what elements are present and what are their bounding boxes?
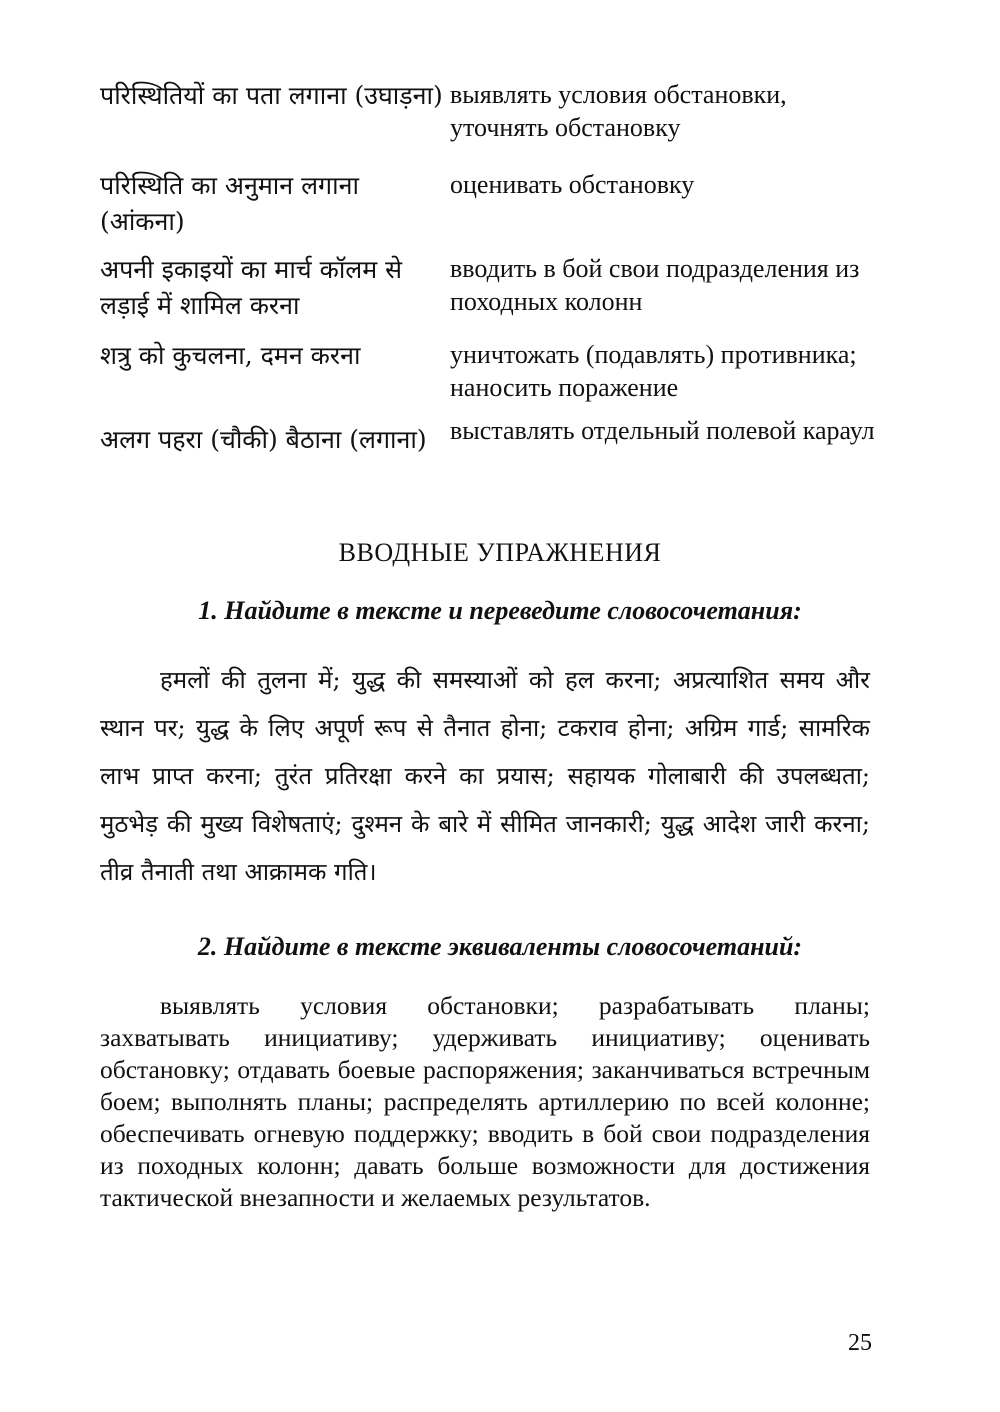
vocab-row	[100, 168, 900, 252]
vocab-russian: выставлять отдельный полевой караул	[450, 416, 875, 445]
vocab-row	[100, 252, 900, 338]
vocab-russian: выявлять условия обстановки, уточнять обстановку	[450, 80, 787, 142]
vocabulary-table	[100, 78, 900, 504]
exercise-2-heading: 2. Найдите в тексте эквиваленты словосочетаний:	[197, 932, 803, 961]
vocab-hindi: परिस्थितियों का पता लगाना (उघाड़ना)	[100, 81, 443, 110]
vocab-row	[100, 78, 900, 168]
page-number: 25	[848, 1330, 872, 1356]
vocab-hindi: अलग पहरा (चौकी) बैठाना (लगाना)	[100, 425, 427, 454]
vocab-hindi: शत्रु को कुचलना, दमन करना	[100, 341, 361, 370]
vocab-row	[100, 414, 900, 504]
vocab-russian: оценивать обстановку	[450, 170, 695, 199]
exercise-2-text: выявлять условия обстановки; разрабатывать планы; захватывать инициативу; удерживать инициативу; оценивать обстановку; отдавать боевые распоряжения; заканчиваться встречным боем; выполнять планы; распределять артиллерию по всей колонне; обеспечивать огневую поддержку; вводить в бой свои подразделения из походных колонн; давать больше возможности для достижения тактической внезапности и желаемых результатов.	[100, 991, 870, 1212]
vocab-russian: уничтожать (подавлять) противника; наносить поражение	[450, 340, 857, 402]
exercise-1-heading: 1. Найдите в тексте и переведите словосочетания:	[198, 596, 802, 625]
exercise-1-text: हमलों की तुलना में; युद्ध की समस्याओं को हल करना; अप्रत्याशित समय और स्थान पर; युद्ध के लिए अपूर्ण रूप से तैनात होना; टकराव होना; अग्रिम गार्ड; सामरिक लाभ प्राप्त करना; तुरंत प्रतिरक्षा करने का प्रयास; सहायक गोलाबारी की उपलब्धता; मुठभेड़ की मुख्य विशेषताएं; दुश्मन के बारे में सीमित जानकारी; युद्ध आदेश जारी करना; तीव्र तैनाती तथा आक्रामक गति।	[100, 666, 870, 886]
vocab-hindi: अपनी इकाइयों का मार्च कॉलम से लड़ाई में शामिल करना	[100, 255, 403, 320]
vocab-russian: вводить в бой свои подразделения из походных колонн	[450, 254, 860, 316]
vocab-row	[100, 338, 900, 414]
vocab-hindi: परिस्थिति का अनुमान लगाना (आंकना)	[100, 171, 359, 236]
section-title: ВВОДНЫЕ УПРАЖНЕНИЯ	[338, 538, 662, 567]
